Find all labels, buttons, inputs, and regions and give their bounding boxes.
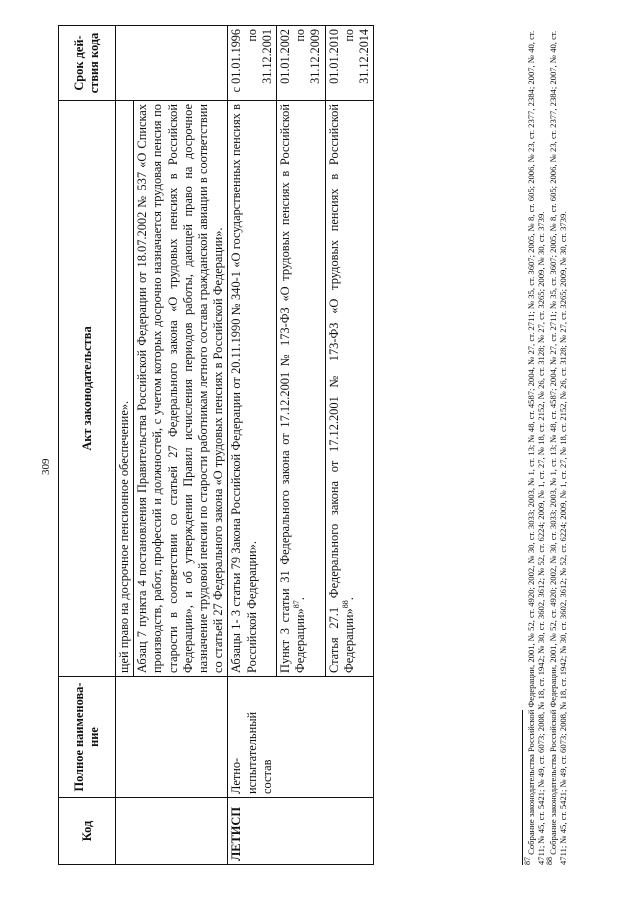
- header-act: Акт законодательства: [59, 101, 116, 677]
- footnote-text: Собрание законодательства Российской Федерации, 2001, № 52, ст. 4920; 2002, № 30, ст. 3033; 2003, № 1, ст. 13; № 48, ст. 4587; 2004, № 27, ст. 2711; № 35, ст. 3607; 2005, № 8, ст. 605; 2006, № 23, ст. 2377, 2384; 2007, № 40, ст. 4711; № 45, ст. 5421; № 49, ст. 6073; 2008, № 18, ст. 1942; № 30, ст. 3602, 3612; № 52, ст. 6224; 2009, № 1, ст. 27, № 18, ст. 2152, № 26, ст. 3128; № 27, ст. 3265; 2009, № 30, ст. 3739.: [548, 30, 569, 865]
- table-row: [116, 26, 134, 865]
- term-cell-empty: [116, 26, 228, 101]
- page-number: 309: [40, 458, 52, 475]
- term-cell: с 01.01.1996 по 31.12.2001: [228, 26, 277, 101]
- act-cell: Абзацы 1- 3 статьи 79 Закона Российской Федерации от 20.11.1990 № 340-1 «О государственных пенсиях в Российской Федерации».: [228, 101, 277, 677]
- term-cell: 01.01.2010 по 31.12.2014: [325, 26, 374, 101]
- act-cell: Пункт 3 статьи 31 Федерального закона от 17.12.2001 № 173-ФЗ «О трудовых пенсиях в Российской Федерации»$^{87}$.: [277, 101, 326, 677]
- act-text: Статья 27.1 Федерального закона от 17.12.2001 № 173-ФЗ «О трудовых пенсиях в Российской Федерации»: [326, 104, 356, 673]
- act-cell: щей право на досрочное пенсионное обеспечение».: [116, 101, 134, 677]
- header-term: Срок дей-ствия кода: [59, 26, 116, 101]
- name-cell: Летно-испытательный состав: [228, 677, 374, 798]
- footnote-text: Собрание законодательства Российской Федерации, 2001, № 52, ст. 4920; 2002, № 30, ст. 3033; 2003, № 1, ст. 13; № 48, ст. 4587; 2004, № 27, ст. 2711; № 35, ст. 3607; 2005, № 8, ст. 605; 2006, № 23, ст. 2377, 2384; 2007, № 40, ст. 4711; № 45, ст. 5421; № 49, ст. 6073; 2008, № 18, ст. 1942; № 30, ст. 3602, 3612; № 52, ст. 6224; 2009, № 1, ст. 27, № 18, ст. 2152, № 26, ст. 3128; № 27, ст. 3265; 2009, № 30, ст. 3739.: [526, 30, 547, 865]
- footnote-88: [545, 25, 569, 865]
- act-cell: Статья 27.1 Федерального закона от 17.12.2001 № 173-ФЗ «О трудовых пенсиях в Российской Федерации»$^{88}$.: [325, 101, 374, 677]
- code-cell-empty: [116, 798, 228, 865]
- name-cell-empty: [116, 677, 228, 798]
- footnote-divider: [522, 710, 523, 865]
- footnote-ref: 88: [340, 600, 350, 609]
- rotated-content: [20, 25, 580, 885]
- table-row: [228, 26, 277, 865]
- term-cell: 01.01.2002 по 31.12.2009: [277, 26, 326, 101]
- act-text: Пункт 3 статьи 31 Федерального закона от 17.12.2001 № 173-ФЗ «О трудовых пенсиях в Российской Федерации»: [278, 104, 308, 673]
- act-cell: Абзац 7 пункта 4 постановления Правительства Российской Федерации от 18.07.2002 № 537 «О Списках производств, работ, профессий и должностей, с учетом которых досрочно назначается трудовая пенсия по старости в соответствии со статьей 27 Федерального закона «О трудовых пенсиях в Российской Федерации», и об утверждении Правил исчисления периодов работы, дающей право на досрочное назначение трудовой пенсии по старости работникам летного состава гражданской авиации в соответствии со статьей 27 Федерального закона «О трудовых пенсиях в Российской Федерации».: [134, 101, 228, 677]
- table-header-row: [59, 26, 116, 865]
- footnote-ref: 87: [292, 600, 302, 609]
- header-code: Код: [59, 798, 116, 865]
- footnote-87: [523, 25, 547, 865]
- codes-table: [58, 25, 374, 865]
- footnote-mark: 88: [545, 857, 555, 865]
- footnote-mark: 87: [523, 857, 533, 865]
- code-cell: ЛЕТИСП: [228, 798, 374, 865]
- header-name: Полное наименова-ние: [59, 677, 116, 798]
